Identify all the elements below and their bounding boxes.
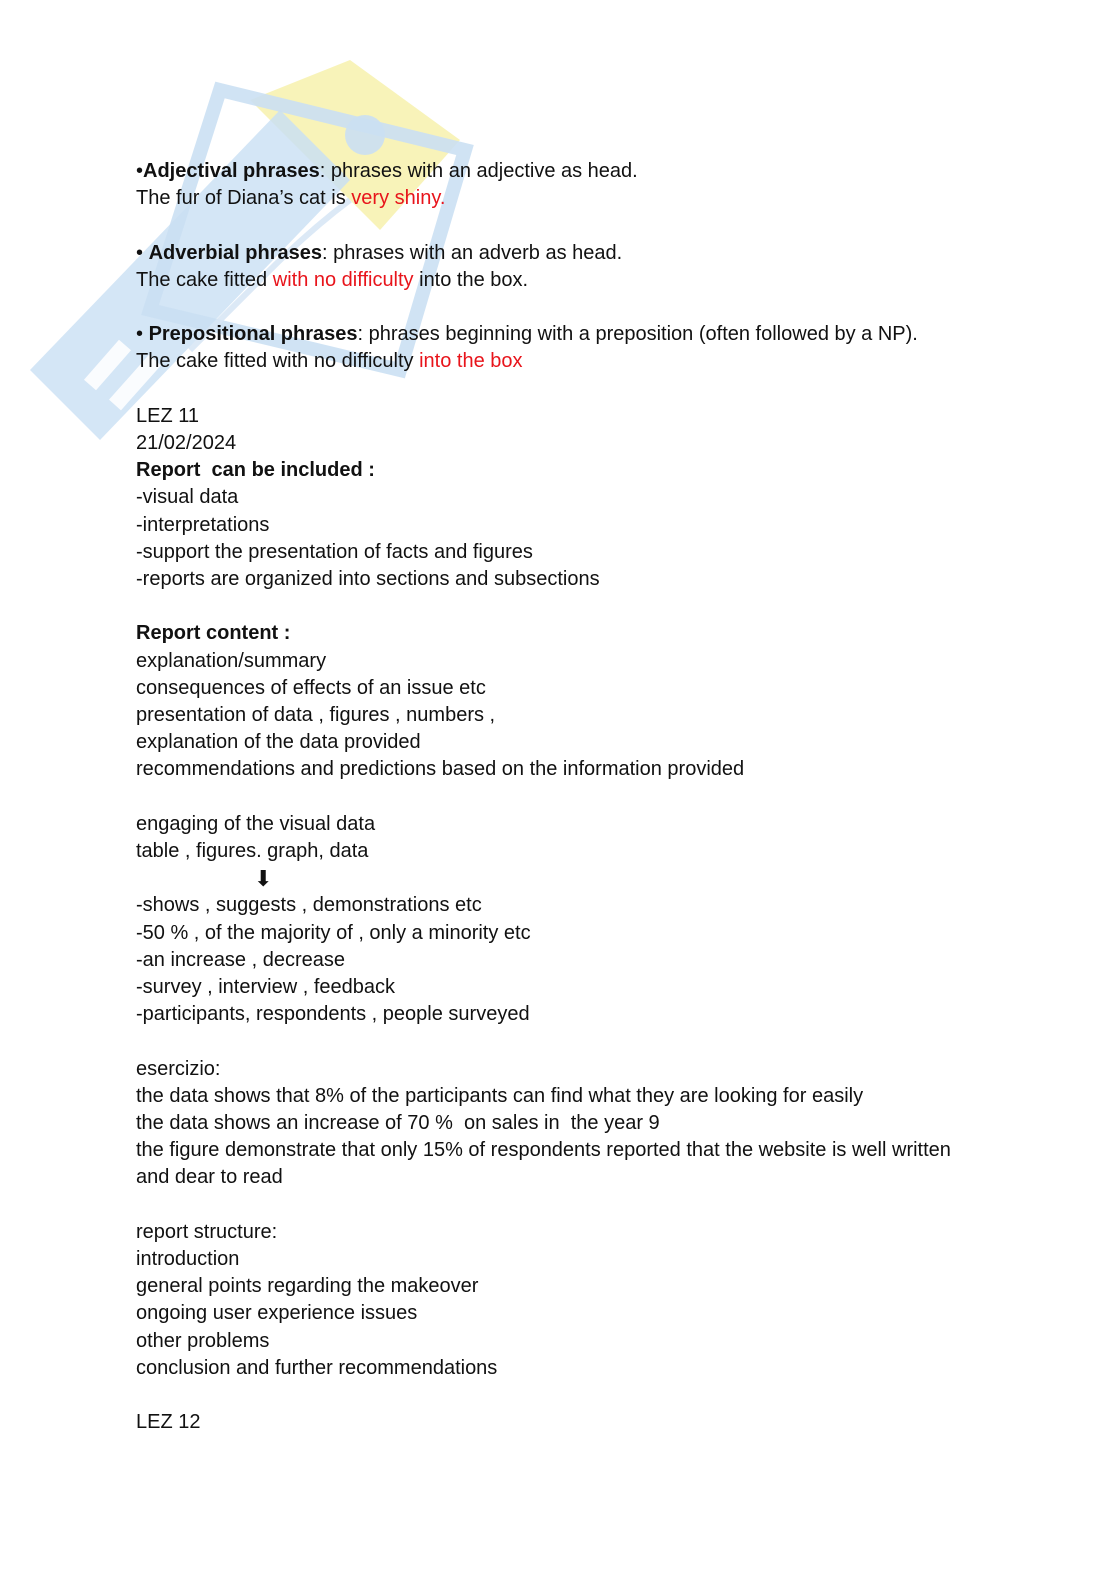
structure-heading: report structure:	[136, 1220, 278, 1243]
list-item: the data shows that 8% of the participants can find what they are looking for easily	[136, 1084, 864, 1107]
lesson11-title: LEZ 11	[136, 404, 199, 427]
list-item: explanation of the data provided	[136, 731, 421, 754]
list-item: other problems	[136, 1329, 270, 1352]
list-item: explanation/summary	[136, 649, 327, 672]
list-item: introduction	[136, 1248, 240, 1271]
adjectival-example-line: The fur of Diana’s cat is very shiny.	[136, 187, 446, 210]
adjectival-highlight: very shiny	[351, 187, 440, 210]
list-item: -survey , interview , feedback	[136, 976, 395, 999]
watermark-dot	[345, 115, 385, 155]
list-item: -50 % , of the majority of , only a minority etc	[136, 921, 531, 944]
list-item: conclusion and further recommendations	[136, 1356, 498, 1379]
report-included-heading: Report can be included :	[136, 459, 375, 482]
visual-data-intro-line: table , figures. graph, data	[136, 840, 369, 862]
list-item: -visual data	[136, 486, 239, 509]
adverbial-highlight: with no difficulty	[272, 268, 414, 291]
lesson12-title: LEZ 12	[136, 1411, 201, 1434]
adjectival-term: Adjectival phrases	[143, 160, 320, 182]
list-item: -interpretations	[136, 513, 270, 536]
list-item: recommendations and predictions based on the information provided	[136, 758, 745, 781]
list-item: ongoing user experience issues	[136, 1302, 418, 1325]
visual-data-intro-line: engaging of the visual data	[136, 812, 376, 835]
report-content-heading: Report content :	[136, 622, 291, 645]
prepositional-highlight: into the box	[419, 350, 523, 373]
lesson11-date: 21/02/2024	[136, 431, 237, 454]
exercise-heading: esercizio:	[136, 1057, 221, 1080]
list-item: -reports are organized into sections and subsections	[136, 568, 600, 590]
list-item: the figure demonstrate that only 15% of respondents reported that the website is well written	[136, 1139, 951, 1162]
list-item: presentation of data , figures , numbers ,	[136, 704, 496, 726]
list-item: and dear to read	[136, 1166, 283, 1189]
list-item: -shows , suggests , demonstrations etc	[136, 894, 482, 917]
list-item: general points regarding the makeover	[136, 1275, 479, 1298]
list-item: -support the presentation of facts and figures	[136, 540, 533, 563]
prepositional-definition-line: • Prepositional phrases: phrases beginning with a preposition (often followed by a NP).	[136, 323, 918, 346]
list-item: consequences of effects of an issue etc	[136, 676, 486, 699]
adverbial-example-line: The cake fitted with no difficulty into the box.	[136, 268, 529, 291]
adverbial-definition-line: • Adverbial phrases: phrases with an adverb as head.	[136, 241, 623, 264]
prepositional-example-line: The cake fitted with no difficulty into the box	[136, 350, 523, 373]
list-item: the data shows an increase of 70 % on sales in the year 9	[136, 1112, 660, 1135]
down-arrow-icon: ⬇	[254, 866, 273, 892]
prepositional-term: Prepositional phrases	[148, 323, 358, 346]
document-body	[136, 158, 1036, 1436]
adverbial-term: Adverbial phrases	[148, 241, 322, 264]
adjectival-definition-line: •Adjectival phrases: phrases with an adjective as head.	[136, 160, 638, 182]
list-item: -an increase , decrease	[136, 948, 346, 971]
list-item: -participants, respondents , people surveyed	[136, 1003, 530, 1026]
